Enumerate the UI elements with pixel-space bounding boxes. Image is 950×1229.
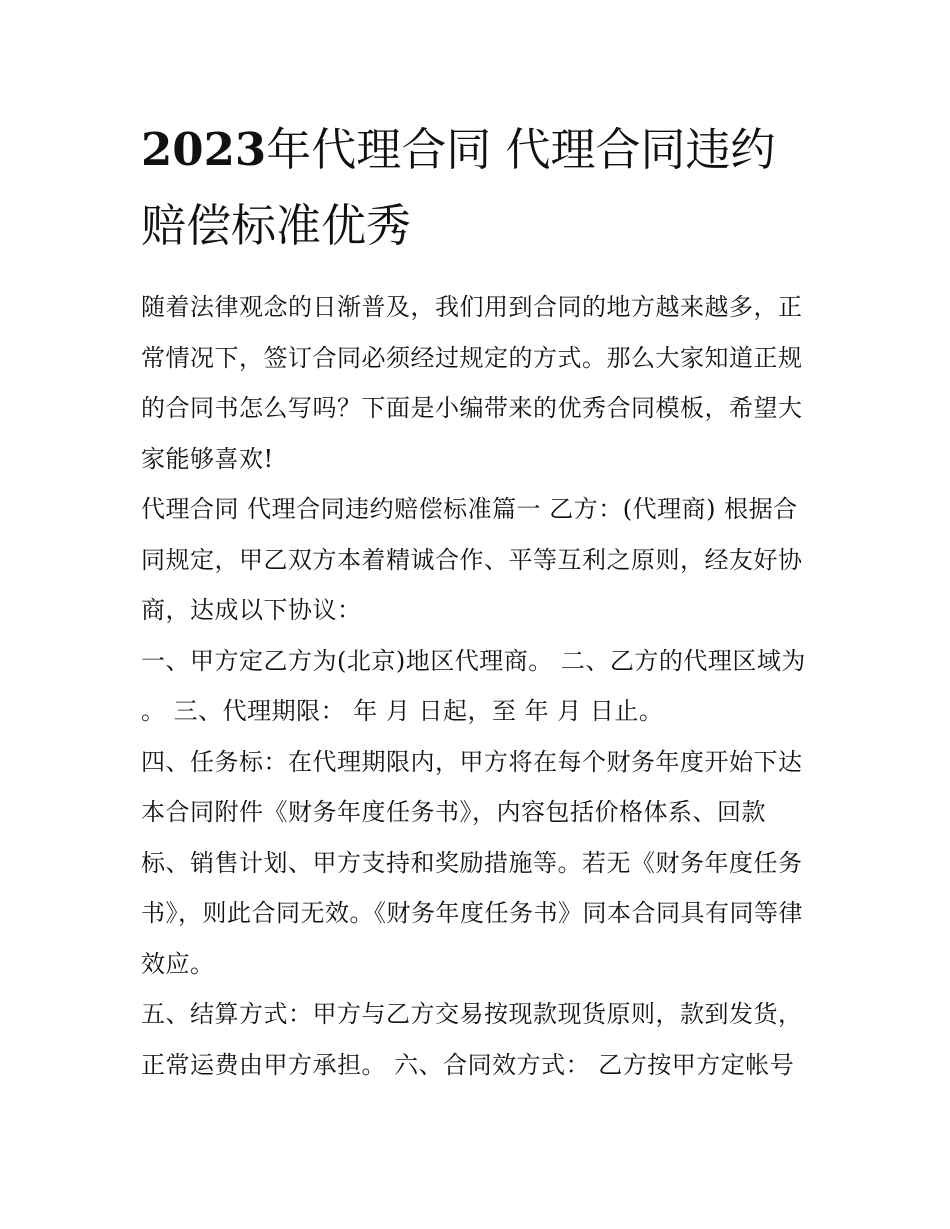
paragraph-clauses-1-3: 一、甲方定乙方为(北京)地区代理商。 二、乙方的代理区域为 。 三、代理期限： 年 月 日起，至 年 月 日止。: [141, 646, 806, 725]
title-year: 2023: [141, 123, 267, 176]
paragraph-clauses-5-6: 五、结算方式：甲方与乙方交易按现款现货原则，款到发货，正常运费由甲方承担。 六、合同效方式： 乙方按甲方定帐号: [141, 1000, 803, 1079]
paragraph-preamble: 代理合同 代理合同违约赔偿标准篇一 乙方：(代理商) 根据合同规定，甲乙双方本着精诚合作、平等互利之原则，经友好协商，达成以下协议：: [141, 495, 803, 624]
paragraph-clause-4: 四、任务标：在代理期限内，甲方将在每个财务年度开始下达本合同附件《财务年度任务书》，内容包括价格体系、回款标、销售计划、甲方支持和奖励措施等。若无《财务年度任务书》，则此合同无效。《财务年度任务书》同本合同具有同等律效应。: [141, 747, 803, 978]
document-title: [141, 112, 813, 264]
paragraph-intro: 随着法律观念的日渐普及，我们用到合同的地方越来越多，正常情况下，签订合同必须经过规定的方式。那么大家知道正规的合同书怎么写吗？下面是小编带来的优秀合同模板，希望大家能够喜欢!: [141, 293, 803, 473]
document-page: [141, 112, 813, 1090]
title-text: 年代理合同 代理合同违约赔偿标准优秀: [141, 123, 776, 252]
